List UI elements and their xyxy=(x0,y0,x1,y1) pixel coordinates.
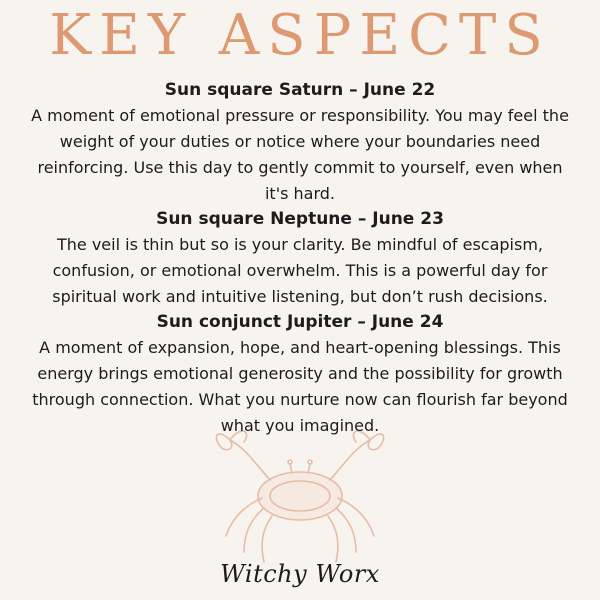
aspect-text: A moment of expansion, hope, and heart-opening blessings. This energy brings emotional generosity and the possibility for growth through connection. What you nurture now can flourish far beyond what you imagined. xyxy=(32,338,568,435)
aspect-item xyxy=(30,207,570,310)
aspect-item xyxy=(30,310,570,439)
brand-signature: Witchy Worx xyxy=(220,560,380,588)
aspect-text: A moment of emotional pressure or responsibility. You may feel the weight of your duties or notice where your boundaries need reinforcing. Use this day to gently commit to yourself, even when it's hard. xyxy=(31,106,569,203)
aspect-heading: Sun conjunct Jupiter – June 24 xyxy=(156,312,444,332)
aspect-heading: Sun square Neptune – June 23 xyxy=(156,209,444,229)
aspect-item xyxy=(30,78,570,207)
page-title: KEY ASPECTS xyxy=(49,3,551,68)
aspects-list xyxy=(30,78,570,439)
crab-icon xyxy=(200,418,400,568)
aspect-text: The veil is thin but so is your clarity. Be mindful of escapism, confusion, or emotional overwhelm. This is a powerful day for spiritual work and intuitive listening, but don’t rush decisions. xyxy=(52,235,548,306)
aspect-heading: Sun square Saturn – June 22 xyxy=(164,80,436,100)
